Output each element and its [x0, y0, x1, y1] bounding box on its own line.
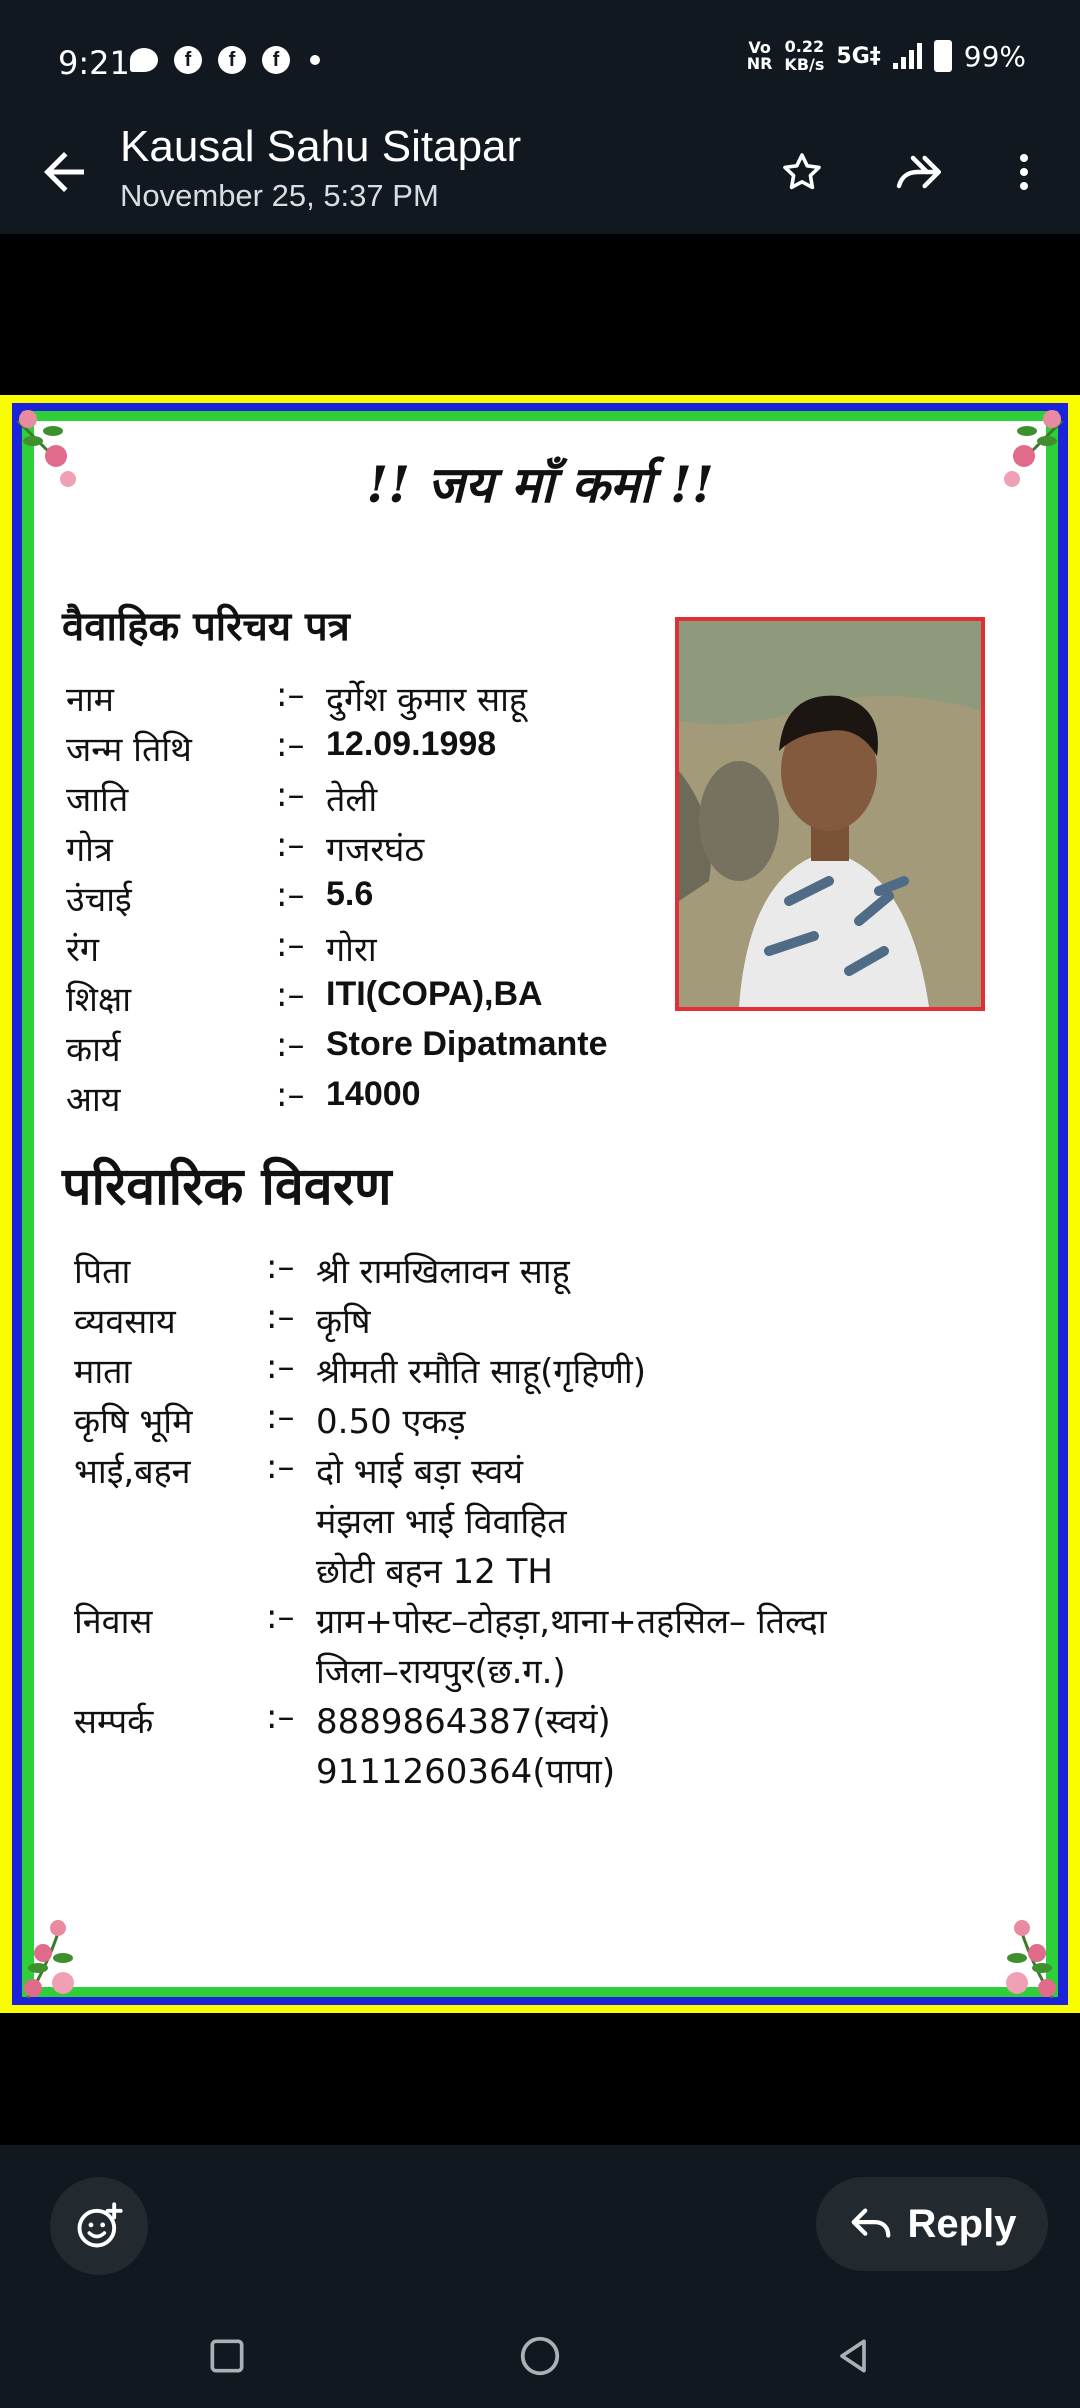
- row-residence: [74, 1597, 827, 1643]
- address-line-2: जिला–रायपुर(छ.ग.): [316, 1652, 566, 1692]
- nav-back-button[interactable]: [828, 2331, 878, 2381]
- row-dob: [66, 725, 496, 771]
- volte-indicator: Vo NR: [746, 38, 773, 73]
- nav-recents-button[interactable]: [202, 2331, 252, 2381]
- flower-corner-icon: [8, 1913, 98, 2003]
- forward-button[interactable]: [888, 140, 952, 204]
- row-value: श्रीमती रमौति साहू(गृहिणी): [316, 1352, 647, 1392]
- notification-icons: [130, 46, 320, 74]
- network-type: 5G‡: [836, 43, 881, 69]
- row-separator: :–: [266, 1347, 295, 1387]
- chat-notification-icon: [130, 48, 158, 72]
- row-value: 5.6: [326, 875, 374, 913]
- row-name: [66, 675, 527, 721]
- more-options-button[interactable]: [992, 140, 1056, 204]
- row-separator: :–: [266, 1397, 295, 1437]
- row-father: [74, 1247, 570, 1293]
- row-education: [66, 975, 543, 1021]
- siblings-line-3: छोटी बहन 12 TH: [316, 1552, 553, 1592]
- row-label: जाति: [66, 780, 129, 820]
- row-income: [66, 1075, 421, 1121]
- row-label: माता: [74, 1352, 132, 1392]
- row-separator: :–: [276, 825, 305, 865]
- row-label: पिता: [74, 1252, 131, 1292]
- person-photo-illustration: [679, 621, 981, 1007]
- nav-home-button[interactable]: [515, 2331, 565, 2381]
- network-speed: [784, 38, 824, 74]
- network-speed-unit: KB/s: [784, 55, 825, 74]
- row-separator: :–: [266, 1597, 295, 1637]
- row-label: कार्य: [66, 1030, 121, 1070]
- row-separator: :–: [276, 675, 305, 715]
- biodata-heading: !! जय माँ कर्मा !!: [366, 455, 714, 514]
- row-value: 0.50 एकड़: [316, 1402, 466, 1442]
- react-button[interactable]: [50, 2177, 148, 2275]
- row-separator: :–: [276, 975, 305, 1015]
- more-notifications-icon: [310, 55, 320, 65]
- status-bar: [0, 0, 1080, 122]
- flower-corner-icon: [8, 401, 98, 491]
- row-value: दो भाई बड़ा स्वयं: [316, 1452, 523, 1492]
- biodata-image[interactable]: [0, 395, 1080, 2013]
- biodata-sheet: [34, 421, 1046, 1987]
- row-label: आय: [66, 1080, 121, 1120]
- row-value: गोरा: [326, 930, 377, 970]
- row-label: गोत्र: [66, 830, 113, 870]
- home-icon: [517, 2333, 563, 2379]
- facebook-notification-icon: f: [174, 46, 202, 74]
- siblings-line-2: मंझला भाई विवाहित: [316, 1502, 567, 1542]
- star-icon: [778, 148, 826, 196]
- row-value: कृषि: [316, 1302, 371, 1342]
- row-label: शिक्षा: [66, 980, 132, 1020]
- section-title-marriage: वैवाहिक परिचय पत्र: [62, 603, 350, 650]
- row-label: भाई,बहन: [74, 1452, 191, 1492]
- row-value: तेली: [326, 780, 378, 820]
- system-navigation-bar: [0, 2305, 1080, 2408]
- row-value: गजरघंठ: [326, 830, 425, 870]
- status-time: 9:21: [58, 44, 130, 82]
- facebook-notification-icon: f: [262, 46, 290, 74]
- row-label: उंचाई: [66, 880, 132, 920]
- row-value: ITI(COPA),BA: [326, 975, 543, 1013]
- row-separator: :–: [276, 1025, 305, 1065]
- more-vert-icon: [1000, 148, 1048, 196]
- row-separator: :–: [266, 1697, 295, 1737]
- row-separator: :–: [276, 875, 305, 915]
- battery-icon: [934, 40, 952, 72]
- row-value: 8889864387(स्वयं): [316, 1702, 611, 1742]
- row-mother: [74, 1347, 646, 1393]
- section-title-family: परिवारिक विवरण: [62, 1156, 392, 1217]
- row-separator: :–: [266, 1297, 295, 1337]
- row-separator: :–: [276, 725, 305, 765]
- row-siblings: [74, 1447, 523, 1493]
- status-right: [747, 38, 1026, 74]
- back-arrow-icon: [34, 142, 94, 202]
- row-farmland: [74, 1397, 466, 1443]
- reply-arrow-icon: [848, 2201, 894, 2247]
- row-label: सम्पर्क: [74, 1702, 154, 1742]
- row-caste: [66, 775, 377, 821]
- forward-icon: [892, 144, 948, 200]
- row-value: 14000: [326, 1075, 421, 1113]
- flower-corner-icon: [982, 1913, 1072, 2003]
- flower-corner-icon: [982, 401, 1072, 491]
- row-value: दुर्गेश कुमार साहू: [326, 680, 527, 720]
- star-button[interactable]: [770, 140, 834, 204]
- row-label: जन्म तिथि: [66, 730, 192, 770]
- row-value: ग्राम+पोस्ट–टोहड़ा,थाना+तहसिल– तिल्दा: [316, 1602, 827, 1642]
- sender-name: Kausal Sahu Sitapar: [120, 122, 522, 171]
- row-label: कृषि भूमि: [74, 1402, 193, 1442]
- recents-icon: [205, 2334, 249, 2378]
- battery-percent: 99%: [963, 39, 1026, 73]
- nav-back-icon: [831, 2334, 875, 2378]
- profile-photo: [675, 617, 985, 1011]
- app-bar: [0, 122, 1080, 234]
- add-reaction-icon: [73, 2200, 125, 2252]
- contact-line-2: 9111260364(पापा): [316, 1752, 616, 1792]
- row-complexion: [66, 925, 377, 971]
- row-separator: :–: [266, 1447, 295, 1487]
- row-label: नाम: [66, 680, 115, 720]
- signal-icon: [893, 43, 922, 69]
- row-separator: :–: [276, 1075, 305, 1115]
- row-occupation: [74, 1297, 371, 1343]
- row-gotra: [66, 825, 424, 871]
- reply-label: Reply: [907, 2201, 1017, 2246]
- row-label: रंग: [66, 930, 100, 970]
- facebook-notification-icon: f: [218, 46, 246, 74]
- row-work: [66, 1025, 608, 1071]
- row-separator: :–: [266, 1247, 295, 1287]
- network-speed-value: 0.22: [784, 37, 825, 56]
- row-height: [66, 875, 373, 921]
- message-timestamp: November 25, 5:37 PM: [120, 178, 439, 213]
- row-label: निवास: [74, 1602, 153, 1642]
- row-value: Store Dipatmante: [326, 1025, 608, 1063]
- row-value: 12.09.1998: [326, 725, 497, 763]
- row-separator: :–: [276, 925, 305, 965]
- row-separator: :–: [276, 775, 305, 815]
- row-label: व्यवसाय: [74, 1302, 176, 1342]
- bottom-bar: [0, 2145, 1080, 2408]
- back-button[interactable]: [34, 142, 94, 202]
- reply-button[interactable]: [816, 2177, 1048, 2271]
- row-value: श्री रामखिलावन साहू: [316, 1252, 570, 1292]
- row-contact: [74, 1697, 611, 1743]
